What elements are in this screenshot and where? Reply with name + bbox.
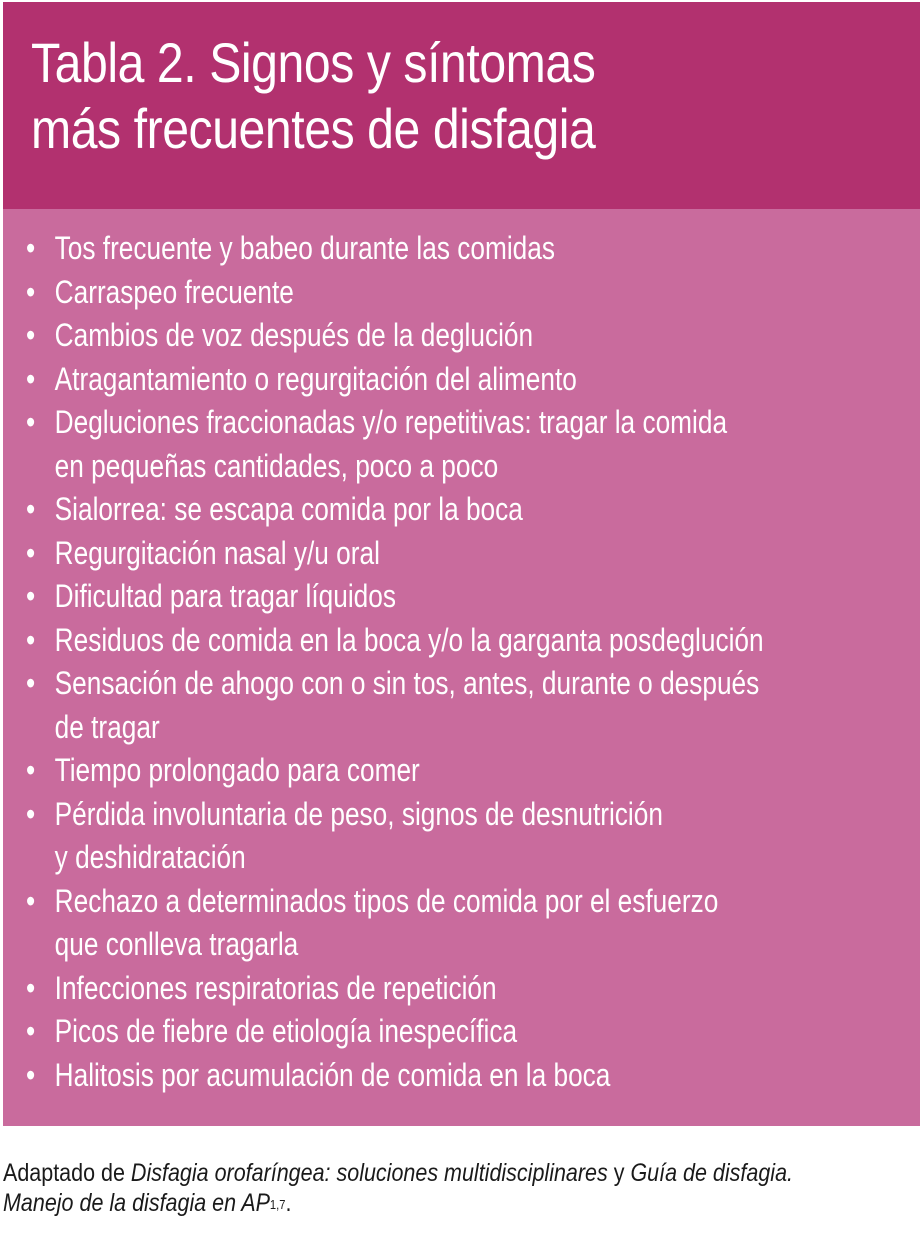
- bullet-icon: •: [25, 491, 36, 527]
- symptoms-table: [3, 2, 920, 1126]
- list-item: [3, 401, 905, 488]
- bullet-icon: •: [25, 230, 36, 266]
- list-item-text: Infecciones respiratorias de repetición: [54, 969, 497, 1006]
- list-item: [3, 1054, 905, 1098]
- list-item: [3, 271, 905, 315]
- bullet-icon: •: [25, 665, 36, 701]
- list-item-text: Sialorrea: se escapa comida por la boca: [54, 491, 523, 527]
- table-body: [3, 209, 920, 1126]
- list-item-text: Tos frecuente y babeo durante las comidas: [54, 230, 555, 266]
- caption-references: 1,7: [269, 1197, 286, 1212]
- list-item-text: Atragantamiento o regurgitación del alimento: [54, 360, 577, 397]
- list-item-text: Picos de fiebre de etiología inespecífica: [54, 1013, 518, 1049]
- list-item: [3, 662, 905, 749]
- list-item-text: Regurgitación nasal y/u oral: [54, 534, 380, 571]
- table-title-line-1: Tabla 2. Signos y síntomas: [31, 31, 596, 94]
- caption-source-1: Disfagia orofaríngea: soluciones multidisciplinares: [130, 1159, 608, 1187]
- list-item-text: Cambios de voz después de la deglución: [54, 317, 534, 353]
- bullet-icon: •: [25, 317, 36, 353]
- list-item: [3, 488, 905, 532]
- table-header: [3, 2, 920, 209]
- caption-line-2: [3, 1188, 921, 1218]
- symptom-list: [3, 227, 905, 1097]
- list-item-text: Pérdida involuntaria de peso, signos de desnutrición: [54, 795, 663, 832]
- list-item: [3, 967, 905, 1011]
- list-item-text: de tragar: [54, 708, 160, 745]
- bullet-icon: •: [25, 404, 36, 440]
- list-item-text: Residuos de comida en la boca y/o la garganta posdeglución: [54, 621, 764, 658]
- list-item: [3, 793, 905, 880]
- caption-end: .: [285, 1189, 292, 1217]
- list-item: [3, 749, 905, 793]
- list-item-text: Halitosis por acumulación de comida en la boca: [54, 1056, 611, 1093]
- list-item: [3, 1010, 905, 1054]
- list-item: [3, 619, 905, 663]
- list-item: [3, 880, 905, 967]
- list-item: [3, 532, 905, 576]
- list-item: [3, 358, 905, 402]
- list-item-text: Carraspeo frecuente: [54, 273, 294, 310]
- caption-connector: y: [607, 1159, 631, 1187]
- bullet-icon: •: [25, 534, 36, 571]
- list-item-text: Degluciones fraccionadas y/o repetitivas: tragar la comida: [54, 404, 728, 440]
- list-item: [3, 227, 905, 271]
- bullet-icon: •: [25, 752, 36, 788]
- bullet-icon: •: [25, 360, 36, 397]
- bullet-icon: •: [25, 795, 36, 832]
- list-item-text: Rechazo a determinados tipos de comida por el esfuerzo: [54, 882, 719, 919]
- list-item: [3, 314, 905, 358]
- list-item-text: y deshidratación: [54, 839, 246, 875]
- list-item-text: Tiempo prolongado para comer: [54, 752, 420, 788]
- list-item-text: Dificultad para tragar líquidos: [54, 578, 396, 614]
- bullet-icon: •: [25, 621, 36, 658]
- caption-source-2-part-2: Manejo de la disfagia en AP: [3, 1189, 270, 1217]
- table-title: [31, 30, 891, 162]
- source-caption: [3, 1158, 921, 1218]
- caption-line-1: [3, 1158, 921, 1188]
- bullet-icon: •: [25, 578, 36, 614]
- list-item: [3, 575, 905, 619]
- list-item-text: en pequeñas cantidades, poco a poco: [54, 447, 499, 484]
- bullet-icon: •: [25, 1056, 36, 1093]
- caption-source-2-part-1: Guía de disfagia.: [630, 1159, 794, 1187]
- bullet-icon: •: [25, 969, 36, 1006]
- caption-prefix: Adaptado de: [3, 1159, 131, 1187]
- bullet-icon: •: [25, 1013, 36, 1049]
- list-item-text: que conlleva tragarla: [54, 926, 299, 962]
- bullet-icon: •: [25, 273, 36, 310]
- list-item-text: Sensación de ahogo con o sin tos, antes, durante o después: [54, 665, 760, 701]
- bullet-icon: •: [25, 882, 36, 919]
- table-title-line-2: más frecuentes de disfagia: [31, 97, 596, 160]
